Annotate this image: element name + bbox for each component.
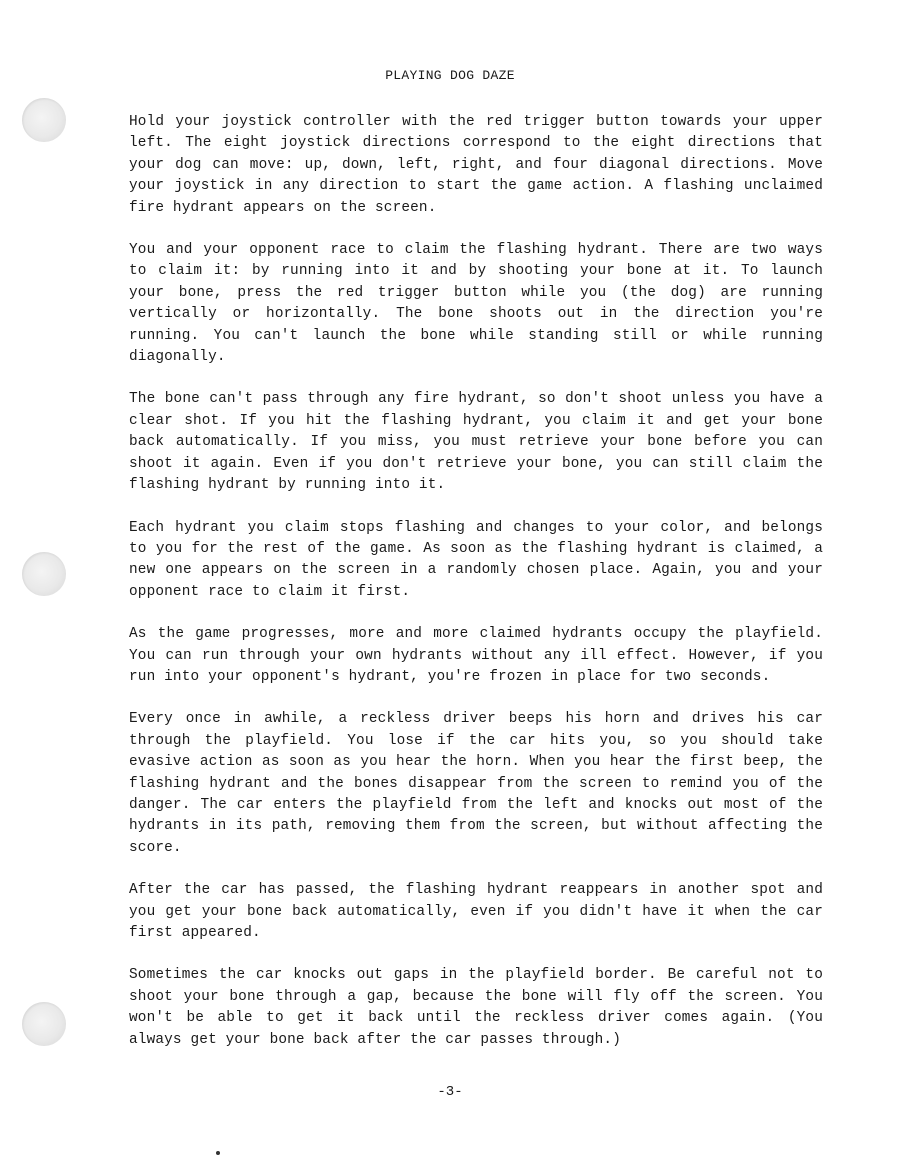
paragraph: Hold your joystick controller with the red trigger button towards your upper left. The eight joystick directions correspond to the eight directions that your dog can move: up, down, left, right, and four diagonal directions. Move your joystick in any direction to start the game action. A flashing unclaimed fire hydrant appears on the screen. <box>129 114 823 216</box>
paragraph: After the car has passed, the flashing hydrant reappears in another spot and you get your bone back automatically, even if you didn't have it when the car first appeared. <box>129 882 823 941</box>
page-number: -3- <box>437 1084 463 1100</box>
body-text <box>129 112 823 1072</box>
paragraph: You and your opponent race to claim the flashing hydrant. There are two ways to claim it: by running into it and by shooting your bone at it. To launch your bone, press the red trigger button while you (the dog) are running vertically or horizontally. The bone shoots out in the direction you're running. You can't launch the bone while standing still or while running diagonally. <box>129 242 823 366</box>
ink-speck <box>216 1151 220 1155</box>
binder-hole <box>22 552 66 596</box>
page-title: PLAYING DOG DAZE <box>385 68 515 83</box>
paragraph: Every once in awhile, a reckless driver beeps his horn and drives his car through the playfield. You lose if the car hits you, so you should take evasive action as soon as you hear the horn. When you hear the first beep, the flashing hydrant and the bones disappear from the screen to remind you of the danger. The car enters the playfield from the left and knocks out most of the hydrants in its path, removing them from the screen, but without affecting the score. <box>129 711 823 856</box>
paragraph: As the game progresses, more and more claimed hydrants occupy the playfield. You can run through your own hydrants without any ill effect. However, if you run into your opponent's hydrant, you're frozen in place for two seconds. <box>129 626 823 685</box>
paragraph: Each hydrant you claim stops flashing and changes to your color, and belongs to you for the rest of the game. As soon as the flashing hydrant is claimed, a new one appears on the screen in a randomly chosen place. Again, you and your opponent race to claim it first. <box>129 519 823 600</box>
paragraph: The bone can't pass through any fire hydrant, so don't shoot unless you have a clear shot. If you hit the flashing hydrant, you claim it and get your bone back automatically. If you miss, you must retrieve your bone before you can shoot it again. Even if you don't retrieve your bone, you can still claim the flashing hydrant by running into it. <box>129 391 823 494</box>
paragraph: Sometimes the car knocks out gaps in the playfield border. Be careful not to shoot your bone through a gap, because the bone will fly off the screen. You won't be able to get it back until the reckless driver comes again. (You always get your bone back after the car passes through.) <box>129 967 823 1048</box>
binder-hole <box>22 1002 66 1046</box>
binder-hole <box>22 98 66 142</box>
